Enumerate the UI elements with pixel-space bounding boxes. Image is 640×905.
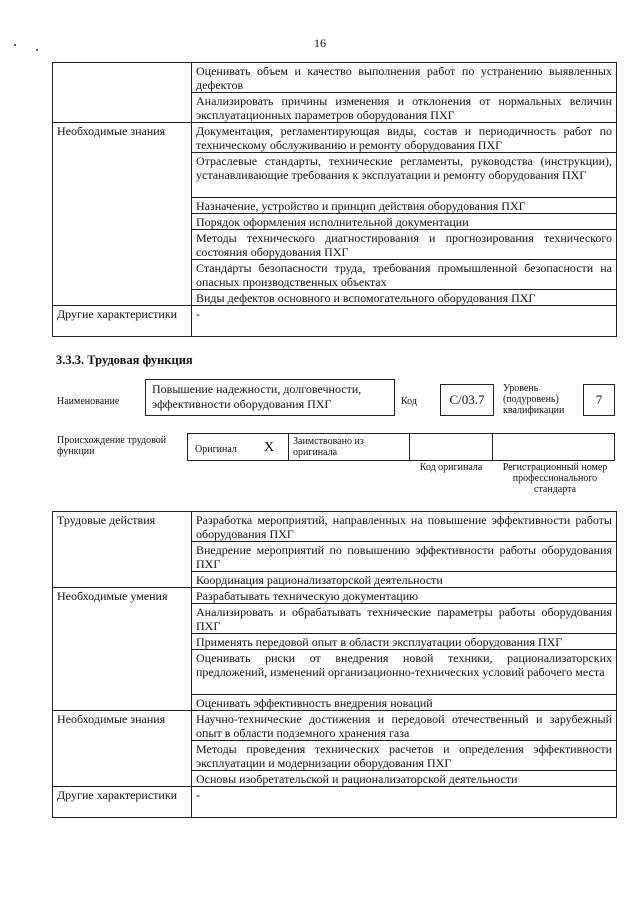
row-label-empty: [53, 63, 192, 123]
scan-speck: [14, 44, 16, 46]
row-label-other: Другие характеристики: [53, 306, 192, 337]
labor-function-table: [52, 511, 617, 818]
original-mark: X: [264, 440, 275, 455]
reg-number-caption: Регистрационный номер профессионального стандарта: [502, 462, 608, 495]
reg-number-cell: [492, 433, 615, 461]
original-code-cell: [409, 433, 493, 461]
requirement-item: Анализировать причины изменения и отклонения от нормальных величин эксплуатационных параметров оборудования ПХГ: [192, 93, 617, 123]
table-row: [53, 306, 617, 337]
requirement-item: Оценивать эффективность внедрения новаций: [192, 695, 617, 711]
requirement-item: Оценивать объем и качество выполнения работ по устранению выявленных дефектов: [192, 63, 617, 93]
row-label-skills: Необходимые умения: [53, 588, 192, 711]
level-value: 7: [595, 392, 603, 407]
original-code-caption: Код оригинала: [419, 462, 483, 473]
row-label-knowledge: Необходимые знания: [53, 711, 192, 787]
knowledge-table-top: [52, 62, 617, 337]
row-label-other: Другие характеристики: [53, 787, 192, 818]
requirement-item: Научно-технические достижения и передовой отечественный и зарубежный опыт в области подземного хранения газа: [192, 711, 617, 741]
level-label: Уровень (подуровень) квалификации: [503, 383, 565, 416]
table-row: [53, 512, 617, 542]
requirement-item: Виды дефектов основного и вспомогательного оборудования ПХГ: [192, 290, 617, 306]
original-cell: [187, 433, 289, 461]
row-label-knowledge: Необходимые знания: [53, 123, 192, 306]
code-box: [440, 384, 494, 416]
requirement-item: -: [192, 787, 617, 818]
requirement-item: Анализировать и обрабатывать технические параметры работы оборудования ПХГ: [192, 604, 617, 634]
code-label: Код: [401, 396, 417, 407]
requirement-item: Разработка мероприятий, направленных на повышение эффективности работы оборудования ПХГ: [192, 512, 617, 542]
requirement-item: Методы технического диагностирования и прогнозирования технического состояния оборудования ПХГ: [192, 230, 617, 260]
row-label-actions: Трудовые действия: [53, 512, 192, 588]
borrowed-cell: [288, 433, 410, 461]
code-value: С/03.7: [449, 392, 485, 407]
requirement-item: Оценивать риски от внедрения новой техники, рационализаторских предложений, изменений организационно-технических условий рабочего места: [192, 650, 617, 695]
requirement-item: Документация, регламентирующая виды, состав и периодичность работ по техническому обслуживанию и ремонту оборудования ПХГ: [192, 123, 617, 153]
requirement-item: Отраслевые стандарты, технические регламенты, руководства (инструкции), устанавливающие требования к эксплуатации и ремонту оборудования ПХГ: [192, 153, 617, 198]
requirement-item: Порядок оформления исполнительной документации: [192, 214, 617, 230]
page-number: 16: [314, 36, 326, 50]
requirement-item: Внедрение мероприятий по повышению эффективности работы оборудования ПХГ: [192, 542, 617, 572]
level-box: [583, 384, 615, 416]
table-row: [53, 123, 617, 153]
table-row: [53, 588, 617, 604]
section-title: 3.3.3. Трудовая функция: [56, 353, 193, 367]
table-row: [53, 711, 617, 741]
table-row: [53, 787, 617, 818]
requirement-item: Стандарты безопасности труда, требования промышленной безопасности на опасных производственных объектах: [192, 260, 617, 290]
requirement-item: Разрабатывать техническую документацию: [192, 588, 617, 604]
requirement-item: Назначение, устройство и принцип действия оборудования ПХГ: [192, 198, 617, 214]
requirement-item: Методы проведения технических расчетов и определения эффективности эксплуатации и модернизации оборудования ПХГ: [192, 741, 617, 771]
function-name-value: Повышение надежности, долговечности, эффективности оборудования ПХГ: [152, 382, 362, 411]
requirement-item: Основы изобретательской и рационализаторской деятельности: [192, 771, 617, 787]
borrowed-label: Заимствовано из оригинала: [293, 436, 364, 458]
table-row: [53, 63, 617, 93]
original-label: Оригинал: [195, 444, 237, 455]
scan-speck: [36, 49, 38, 51]
requirement-item: Применять передовой опыт в области эксплуатации оборудования ПХГ: [192, 634, 617, 650]
requirement-item: Координация рационализаторской деятельности: [192, 572, 617, 588]
requirement-item: -: [192, 306, 617, 337]
name-label: Наименование: [57, 396, 120, 407]
function-name-box: [145, 379, 395, 416]
origin-label: Происхождение трудовой функции: [57, 435, 167, 457]
